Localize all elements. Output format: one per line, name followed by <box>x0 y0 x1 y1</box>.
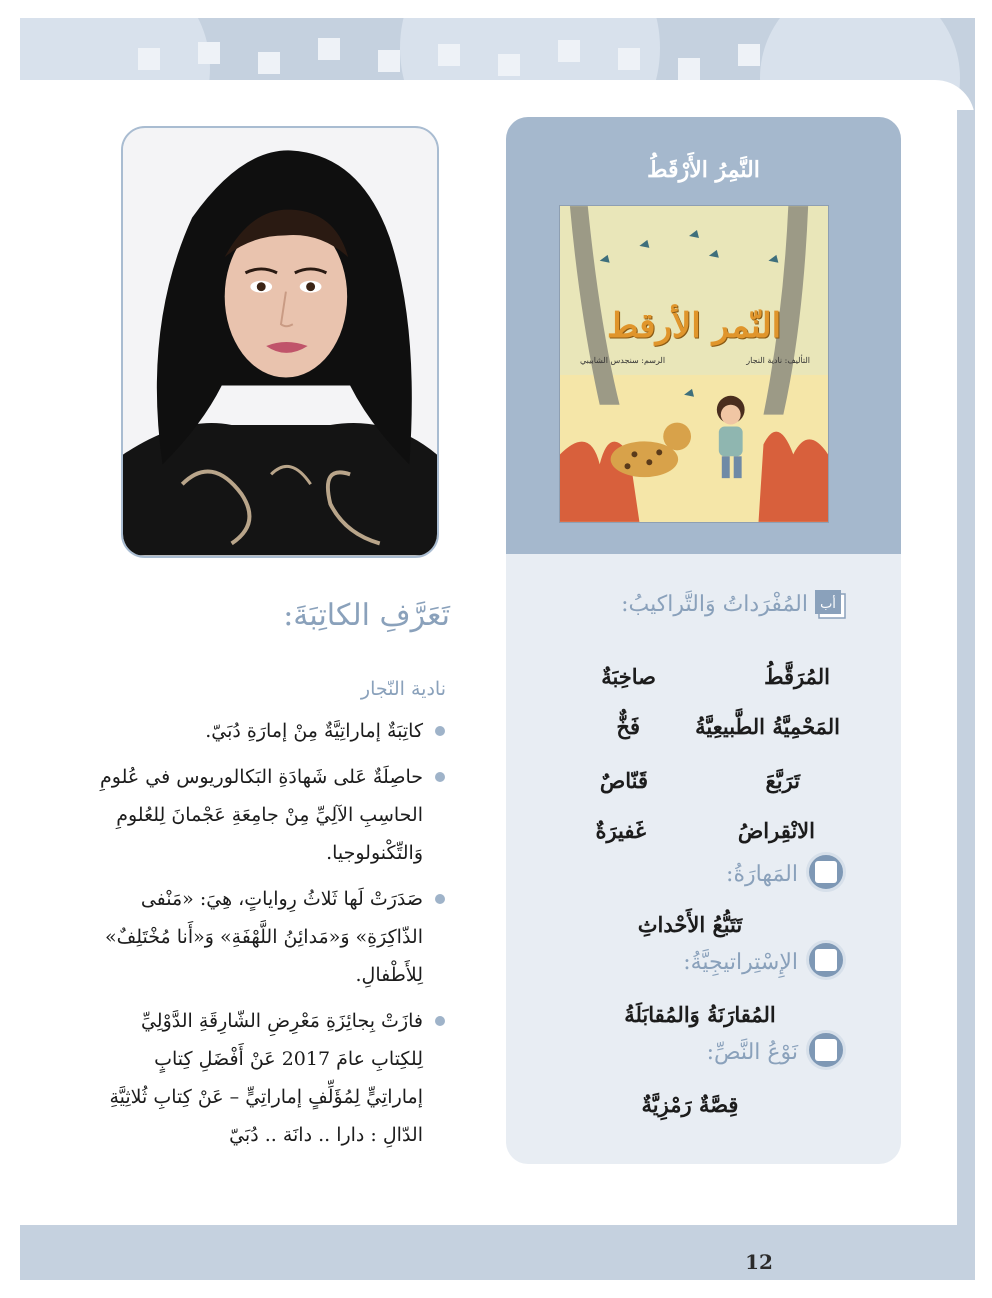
list-item: كاتِبَةٌ إماراتِيَّةٌ مِنْ إمارَةِ دُبَيّ. <box>100 712 445 750</box>
cover-illustrator: الرسم: سنجدس الشابيبي <box>580 356 666 365</box>
list-item: صَدَرَتْ لَها ثَلاثُ رِواياتٍ، هِيَ: «مَنْفى الذّاكِرَةِ» وَ«مَدائِنُ اللَّهْفَةِ» وَ«أَنا مُخْتَلِفٌ» لِلأَطْفالِ. <box>100 880 445 994</box>
text-type-icon <box>806 1030 846 1070</box>
author-name: نادية النّجار <box>360 678 446 700</box>
author-heading: تَعَرَّفِ الكاتِبَةَ: <box>283 598 450 633</box>
book-panel <box>506 117 901 554</box>
skill-icon <box>806 852 846 892</box>
cover-author: التأليف: نادية النجار <box>746 356 810 365</box>
vocab-word: غَفيرَةٌ <box>595 818 646 843</box>
bottom-decorative-band <box>20 1225 975 1280</box>
text-type-heading: نَوْعُ النَّصِّ: <box>706 1040 798 1065</box>
vocabulary-icon <box>813 590 847 620</box>
right-decorative-strip <box>957 110 975 1225</box>
cover-title: النّمر الأرقط <box>606 306 782 346</box>
svg-text:أب: أب <box>820 597 836 612</box>
vocab-word: المَحْمِيَّةُ الطَّبيعِيَّةُ <box>695 714 840 739</box>
vocab-word: تَرَبَّعَ <box>765 768 800 793</box>
page-number: 12 <box>745 1250 773 1274</box>
vocab-word: الانْقِراضُ <box>737 818 815 843</box>
vocab-word: صاخِبَةٌ <box>601 664 656 689</box>
vocab-word: فَخٌّ <box>616 714 640 739</box>
list-item: حاصِلَةٌ عَلى شَهادَةِ البَكالوريوس في عُلومِ الحاسِبِ الآلِيِّ مِنْ جامِعَةِ عَجْمانَ لِلعُلومِ وَالتِّكْنولوجيا. <box>100 758 445 872</box>
author-bullets <box>100 712 445 1162</box>
author-photo <box>121 126 439 558</box>
skill-heading: المَهارَةُ: <box>726 862 798 887</box>
text-type-value: قِصَّةٌ رَمْزِيَّةٌ <box>641 1092 739 1117</box>
list-item: فازَتْ بِجائِزَةِ مَعْرِضِ الشّارِقَةِ الدَّوْلِيِّ لِلكِتابِ عامَ 2017 عَنْ أَفْضَلِ كِتابٍ إماراتِيٍّ لِمُؤَلِّفٍ إماراتِيٍّ – عَنْ كِتابِ ثُلاثِيَّةِ الدّالِ : دارا .. دانَة .. دُبَيّ <box>100 1002 445 1154</box>
skill-value: تَتَبُّعُ الأَحْداثِ <box>637 912 743 937</box>
vocabulary-heading: المُفْرَداتُ وَالتَّراكيبُ: <box>621 592 808 617</box>
book-title: النَّمِرُ الأَرْقَطُ <box>647 157 760 183</box>
vocab-word: قَنّاصٌ <box>599 768 648 793</box>
vocab-word: المُرَقَّطُ <box>764 664 830 689</box>
strategy-value: المُقارَنَةُ وَالمُقابَلَةُ <box>624 1002 776 1027</box>
strategy-icon <box>806 940 846 980</box>
strategy-heading: الإِسْتِراتيجِيَّةُ: <box>683 950 798 975</box>
cover-credits <box>580 356 810 365</box>
book-cover <box>559 205 829 523</box>
